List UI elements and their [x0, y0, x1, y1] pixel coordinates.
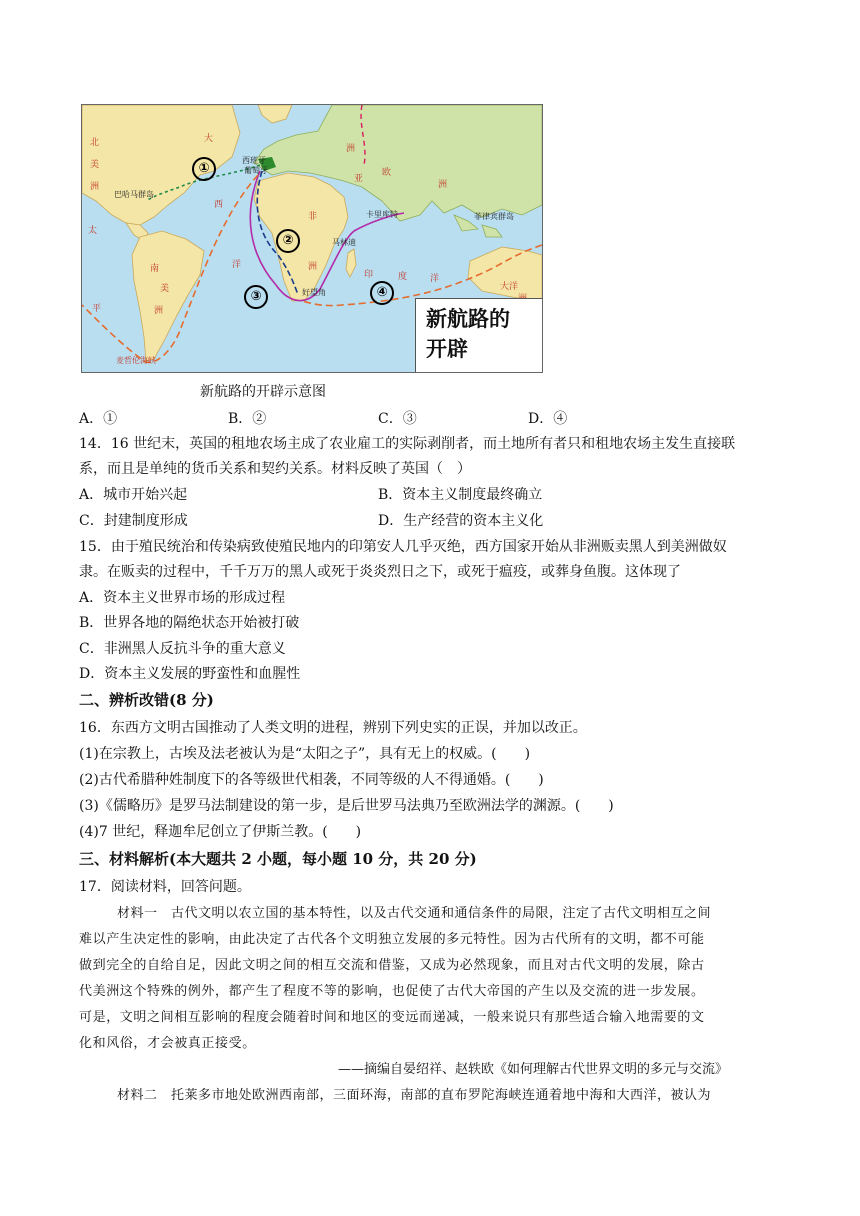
q14-option-c: C．封建制度形成 — [79, 513, 188, 529]
map-title-line1: 新航路的 — [426, 307, 510, 331]
greenland-landmass — [258, 105, 292, 123]
material1-source: ——摘编自晏绍祥、赵轶欧《如何理解古代世界文明的多元与交流》 — [338, 1062, 729, 1077]
label-ya-zhou: 洲 — [438, 180, 448, 190]
section-3-heading: 三、材料解析(本大题共 2 小题，每小题 10 分，共 20 分) — [79, 850, 477, 868]
label-xi: 西 — [214, 200, 224, 210]
label-nan-mei: 美 — [160, 284, 170, 294]
map-title-line2: 开辟 — [426, 337, 468, 361]
map-title-box — [415, 298, 543, 373]
label-magellan-strait: 麦哲伦海峡 — [116, 356, 156, 365]
figure-caption: 新航路的开辟示意图 — [200, 384, 326, 400]
label-america: 美 — [90, 160, 100, 170]
label-fei-zhou: 洲 — [308, 262, 318, 272]
label-north: 北 — [90, 138, 100, 148]
q13-option-c: C．③ — [378, 411, 417, 427]
q17-stem: 17．阅读材料，回答问题。 — [79, 879, 251, 895]
q14-stem-line2: 系，而且是单纯的货币关系和契约关系。材料反映了英国（ ） — [79, 461, 471, 477]
route-marker-4: ④ — [370, 281, 394, 305]
route-marker-1: ① — [192, 157, 216, 181]
label-ping: 平 — [92, 304, 102, 314]
q13-option-d: D．④ — [528, 411, 568, 427]
q14-option-a: A．城市开始兴起 — [79, 487, 188, 503]
label-philippines: 菲律宾群岛 — [474, 212, 514, 221]
label-ou: 欧 — [382, 168, 392, 178]
q14-stem-line1: 14．16 世纪末，英国的租地农场主成了农业雇工的实际剥削者，而土地所有者只和租地农场主发生直接联 — [79, 436, 736, 452]
q16-item-3: (3)《儒略历》是罗马法制建设的第一步，是后世罗马法典乃至欧洲法学的渊源。( ) — [79, 798, 614, 814]
label-calicut: 卡里库特 — [366, 210, 398, 219]
q15-stem-line1: 15．由于殖民统治和传染病致使殖民地内的印第安人几乎灭绝，西方国家开始从非洲贩卖黑人到美洲做奴 — [79, 539, 727, 555]
q15-option-a: A．资本主义世界市场的形成过程 — [79, 590, 286, 606]
label-nan-zhou: 洲 — [154, 306, 164, 316]
label-du: 度 — [398, 272, 408, 282]
q15-option-c: C．非洲黑人反抗斗争的重大意义 — [79, 641, 286, 657]
material1-line5: 可是，文明之间相互影响的程度会随着时间和地区的变远而递减，一般来说只有那些适合输入地需要的文 — [79, 1010, 705, 1025]
label-nan: 南 — [150, 264, 160, 274]
q16-item-1: (1)在宗教上，古埃及法老被认为是“太阳之子”，具有无上的权威。( ) — [79, 746, 531, 762]
material1-line1: 材料一 古代文明以农立国的基本特性，以及古代交通和通信条件的局限，注定了古代文明相互之间 — [117, 906, 712, 921]
q15-stem-line2: 隶。在贩卖的过程中，千千万万的黑人或死于炎炎烈日之下，或死于瘟疫，或葬身鱼腹。这体现了 — [79, 564, 681, 580]
label-yin-yang: 洋 — [430, 274, 440, 284]
label-spain: 西班牙 — [242, 156, 266, 165]
q16-item-2: (2)古代希腊种姓制度下的各等级世代相袭，不同等级的人不得通婚。( ) — [79, 772, 544, 788]
q16-stem: 16．东西方文明古国推动了人类文明的进程，辨别下列史实的正误，并加以改正。 — [79, 720, 587, 736]
new-sea-route-map — [81, 104, 543, 373]
q14-option-b: B．资本主义制度最终确立 — [378, 487, 543, 503]
label-yang: 洋 — [232, 260, 242, 270]
label-continent: 洲 — [90, 182, 100, 192]
label-da: 大 — [204, 134, 214, 144]
label-malindi: 马林迪 — [332, 238, 356, 247]
label-bahamas: 巴哈马群岛 — [114, 190, 154, 199]
label-dayang: 大洋 — [500, 282, 519, 292]
q16-item-4: (4)7 世纪，释迦牟尼创立了伊斯兰教。( ) — [79, 824, 362, 840]
q15-option-b: B．世界各地的隔绝状态开始被打破 — [79, 615, 300, 631]
q13-option-b: B．② — [228, 411, 267, 427]
material1-line2: 难以产生决定性的影响，由此决定了古代各个文明独立发展的多元特性。因为古代所有的文明，都不可能 — [79, 932, 705, 947]
label-portugal: 葡萄牙 — [244, 166, 268, 175]
label-tai: 太 — [88, 226, 98, 236]
route-marker-2: ② — [276, 229, 300, 253]
label-ya: 亚 — [354, 174, 364, 184]
material1-line6: 化和风俗，才会被真正接受。 — [79, 1036, 256, 1051]
q15-option-d: D．资本主义发展的野蛮性和血腥性 — [79, 666, 301, 682]
label-cape-good-hope: 好望角 — [302, 288, 326, 297]
route-marker-3: ③ — [244, 285, 268, 309]
q14-option-d: D．生产经营的资本主义化 — [378, 513, 544, 529]
label-ou-zhou: 洲 — [346, 144, 356, 154]
label-yin: 印 — [364, 270, 374, 280]
label-fei: 非 — [308, 212, 318, 222]
material1-line3: 做到完全的自给自足，因此文明之间的相互交流和借鉴，又成为必然现象，而且对古代文明的发展，除古 — [79, 958, 705, 973]
material1-line4: 代美洲这个特殊的例外，都产生了程度不等的影响，也促使了古代大帝国的产生以及交流的进一步发展。 — [79, 984, 705, 999]
madagascar-landmass — [346, 249, 356, 277]
material2-line1: 材料二 托莱多市地处欧洲西南部，三面环海，南部的直布罗陀海峡连通着地中海和大西洋，被认为 — [117, 1088, 712, 1103]
q13-option-a: A．① — [79, 411, 118, 427]
section-2-heading: 二、辨析改错(8 分) — [79, 691, 214, 709]
